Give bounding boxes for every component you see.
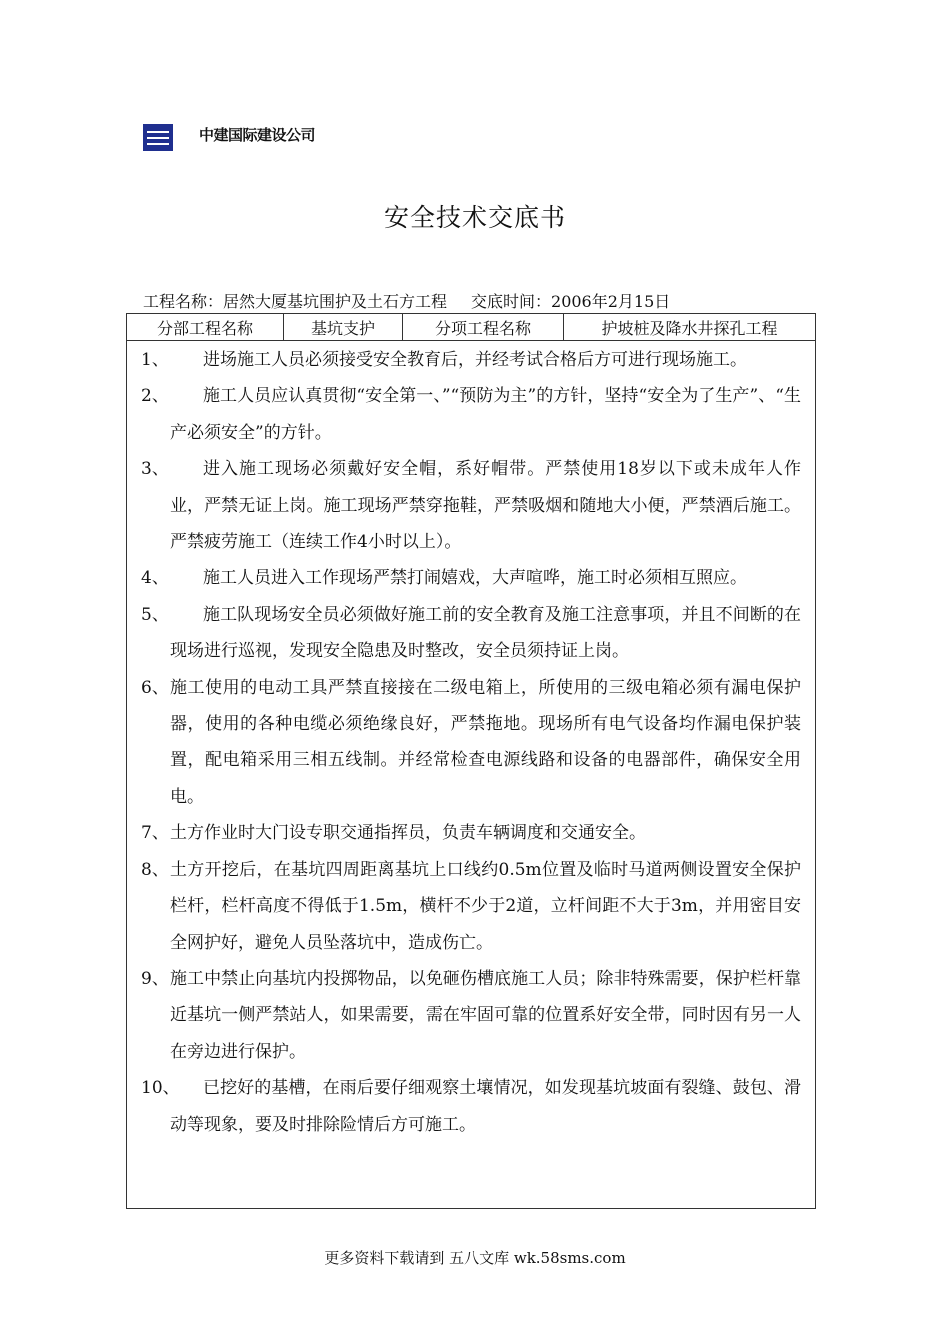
item-number: 7、 bbox=[141, 823, 169, 844]
item-text: 施工使用的电动工具严禁直接接在二级电箱上，所使用的三级电箱必须有漏电保护器，使用的各种电缆必须绝缘良好，严禁拖地。现场所有电气设备均作漏电保护装置，配电箱采用三相五线制。并经常检查电源线路和设备的电器部件，确保安全用电。 bbox=[170, 677, 801, 807]
list-item bbox=[141, 1070, 801, 1143]
item-number: 9、 bbox=[141, 968, 169, 989]
meta-line bbox=[143, 289, 670, 312]
list-item bbox=[141, 560, 801, 596]
list-item bbox=[141, 378, 801, 451]
project-name: 工程名称：居然大厦基坑围护及土石方工程 bbox=[143, 292, 448, 311]
list-item bbox=[141, 815, 801, 851]
header-table bbox=[126, 313, 816, 341]
division-value: 基坑支护 bbox=[284, 314, 403, 341]
item-number: 1、 bbox=[141, 350, 169, 370]
list-item bbox=[141, 961, 801, 1070]
item-number: 4、 bbox=[141, 568, 169, 589]
subitem-label: 分项工程名称 bbox=[403, 314, 564, 341]
document-title: 安全技术交底书 bbox=[383, 203, 566, 232]
item-text: 施工人员应认真贯彻“安全第一、”“预防为主”的方针，坚持“安全为了生产”、“生产必须安全”的方针。 bbox=[170, 386, 801, 443]
item-list bbox=[127, 340, 815, 1143]
handover-date: 交底时间：2006年2月15日 bbox=[471, 292, 671, 311]
footer-note: 更多资料下载请到 五八文库 wk.58sms.com bbox=[324, 1249, 626, 1267]
list-item bbox=[141, 597, 801, 670]
item-number: 10、 bbox=[141, 1078, 180, 1099]
item-text: 施工中禁止向基坑内投掷物品，以免砸伤槽底施工人员；除非特殊需要，保护栏杆靠近基坑一侧严禁站人，如果需要，需在牢固可靠的位置系好安全带，同时因有另一人在旁边进行保护。 bbox=[170, 968, 801, 1062]
list-item bbox=[141, 852, 801, 961]
list-item bbox=[141, 342, 801, 378]
header-row bbox=[127, 314, 816, 341]
content-box bbox=[126, 340, 816, 1209]
item-text: 施工人员进入工作现场严禁打闹嬉戏，大声喧哗，施工时必须相互照应。 bbox=[203, 568, 747, 589]
item-text: 土方开挖后，在基坑四周距离基坑上口线约0.5m位置及临时马道两侧设置安全保护栏杆，栏杆高度不得低于1.5m，横杆不少于2道，立杆间距不大于3m，并用密目安全网护好，避免人员坠落坑中，造成伤亡。 bbox=[170, 859, 802, 953]
company-name: 中建国际建设公司 bbox=[199, 126, 316, 144]
item-text: 施工队现场安全员必须做好施工前的安全教育及施工注意事项，并且不间断的在现场进行巡视，发现安全隐患及时整改，安全员须持证上岗。 bbox=[170, 604, 801, 662]
division-label: 分部工程名称 bbox=[127, 314, 284, 341]
list-item bbox=[141, 451, 801, 560]
item-text: 进场施工人员必须接受安全教育后，并经考试合格后方可进行现场施工。 bbox=[203, 350, 747, 370]
item-number: 6、 bbox=[141, 677, 169, 698]
item-number: 2、 bbox=[141, 386, 169, 407]
subitem-value: 护坡桩及降水井探孔工程 bbox=[564, 314, 816, 341]
company-logo bbox=[143, 124, 173, 151]
list-item bbox=[141, 670, 801, 816]
item-number: 3、 bbox=[141, 459, 169, 480]
item-text: 已挖好的基槽，在雨后要仔细观察土壤情况，如发现基坑坡面有裂缝、鼓包、滑动等现象，要及时排除险情后方可施工。 bbox=[170, 1078, 801, 1135]
item-number: 8、 bbox=[141, 859, 169, 880]
item-text: 进入施工现场必须戴好安全帽，系好帽带。严禁使用18岁以下或未成年人作业，严禁无证上岗。施工现场严禁穿拖鞋，严禁吸烟和随地大小便，严禁酒后施工。严禁疲劳施工（连续工作4小时以上）。 bbox=[170, 459, 801, 553]
item-text: 土方作业时大门设专职交通指挥员，负责车辆调度和交通安全。 bbox=[170, 823, 646, 844]
item-number: 5、 bbox=[141, 604, 169, 625]
